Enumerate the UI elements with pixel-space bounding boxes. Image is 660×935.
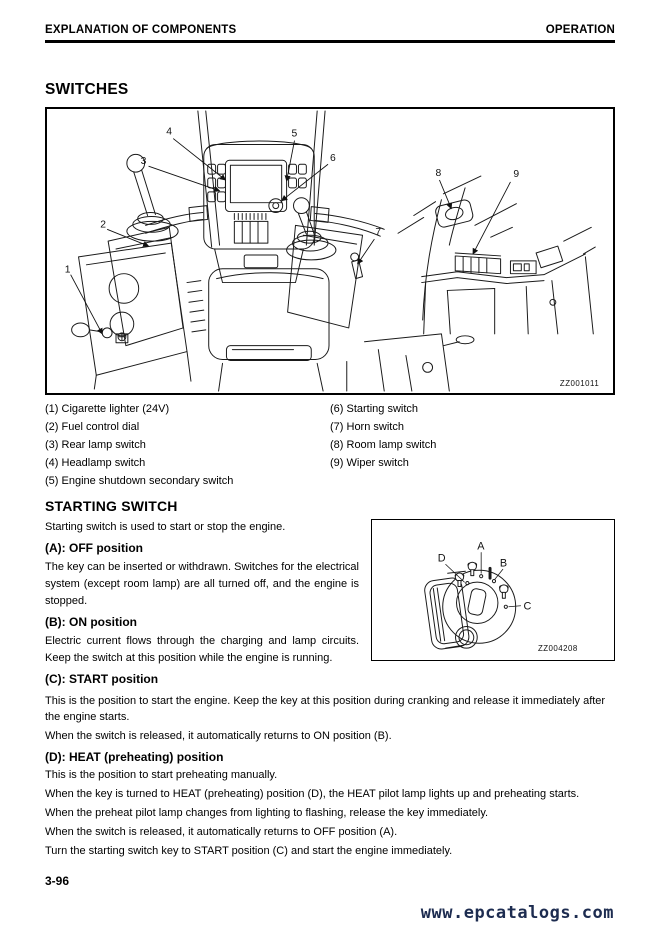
callout-7: 7: [375, 227, 382, 239]
callout-1: 1: [64, 264, 71, 276]
callout-5: 5: [291, 128, 298, 140]
heat-position-body-2: When the key is turned to HEAT (preheating) position (D), the HEAT pilot lamp lights up and preheating starts.: [45, 788, 580, 800]
legend-item-8: (8) Room lamp switch: [330, 439, 437, 451]
figure-code-small: ZZ004208: [537, 644, 578, 654]
legend-item-2: (2) Fuel control dial: [45, 421, 140, 433]
callout-2: 2: [100, 219, 107, 231]
cab-overview-drawing: [47, 109, 613, 393]
label-b: B: [499, 557, 508, 570]
starting-switch-drawing: [372, 520, 614, 660]
legend-item-5: (5) Engine shutdown secondary switch: [45, 475, 234, 487]
key-switch-body: [423, 570, 515, 650]
heat-position-body-3: When the preheat pilot lamp changes from lighting to flashing, release the key immediately.: [45, 807, 489, 819]
legend-item-4: (4) Headlamp switch: [45, 457, 146, 469]
switches-section-title: SWITCHES: [45, 81, 129, 98]
start-position-body-1: This is the position to start the engine. Keep the key at this position during cranking and release it immediately after the engine starts.: [45, 695, 606, 723]
cab-overview-figure: [45, 107, 615, 395]
legend-item-9: (9) Wiper switch: [330, 457, 409, 469]
legend-item-3: (3) Rear lamp switch: [45, 439, 146, 451]
start-position-heading: (C): START position: [45, 672, 159, 686]
heat-position-body-4: When the switch is released, it automatically returns to OFF position (A).: [45, 826, 398, 838]
seat-base: [209, 269, 329, 391]
monitor-console: [204, 141, 314, 283]
on-position-body: Electric current flows through the charging and lamp circuits. Keep the switch at this position while the engine is running.: [45, 635, 359, 664]
callout-9: 9: [513, 169, 520, 181]
page-number: 3-96: [45, 874, 70, 888]
header-rule: [45, 40, 615, 43]
lighter-console: [72, 243, 191, 389]
off-position-body: The key can be inserted or withdrawn. Switches for the electrical system (except room lamp) are all turned off, and the engine is stopped.: [45, 561, 359, 607]
legend-item-6: (6) Starting switch: [330, 403, 419, 415]
floor-parts: [347, 334, 474, 391]
legend-item-1: (1) Cigarette lighter (24V): [45, 403, 170, 415]
on-position-heading: (B): ON position: [45, 615, 137, 629]
right-joystick: [287, 198, 363, 328]
door-panel-inset: [398, 176, 595, 334]
key-icon-b: [500, 585, 509, 598]
label-d: D: [437, 552, 446, 565]
start-position-body-2: When the switch is released, it automatically returns to ON position (B).: [45, 730, 392, 742]
label-a: A: [477, 540, 485, 553]
callout-leader-lines: [71, 139, 511, 334]
off-position-heading: (A): OFF position: [45, 541, 143, 555]
heat-position-body-1: This is the position to start preheating manually.: [45, 769, 278, 781]
key-icon-a: [468, 562, 477, 575]
heat-position-body-5: Turn the starting switch key to START position (C) and start the engine immediately.: [45, 845, 453, 857]
cab-pillars: [146, 111, 385, 247]
header-right-title: OPERATION: [545, 24, 615, 36]
starting-switch-figure: [371, 519, 615, 661]
header-left-title: EXPLANATION OF COMPONENTS: [45, 24, 237, 36]
component-legend: [45, 400, 615, 490]
callout-6: 6: [329, 153, 336, 165]
heat-position-heading: (D): HEAT (preheating) position: [45, 750, 224, 764]
label-c: C: [523, 600, 532, 613]
starting-switch-title: STARTING SWITCH: [45, 498, 178, 514]
callout-8: 8: [435, 168, 442, 180]
starting-switch-intro: Starting switch is used to start or stop the engine.: [45, 521, 286, 533]
figure-code-main: ZZ001011: [559, 379, 600, 389]
watermark-link[interactable]: www.epcatalogs.com: [420, 903, 614, 923]
callout-4: 4: [166, 126, 173, 138]
callout-3: 3: [140, 156, 147, 168]
page-header: [45, 24, 615, 36]
legend-item-7: (7) Horn switch: [330, 421, 404, 433]
